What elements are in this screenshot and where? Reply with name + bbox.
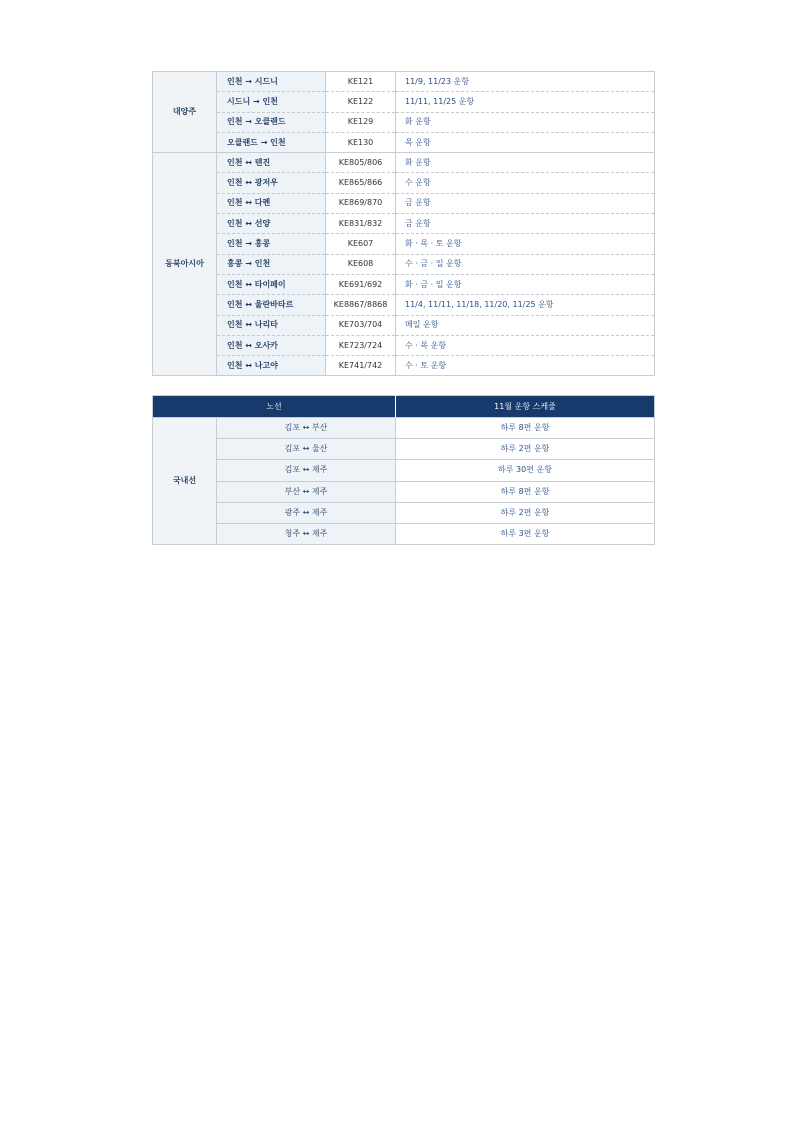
table-row	[153, 173, 655, 193]
table-row	[153, 356, 655, 376]
route-cell: 광주 ↔ 제주	[217, 502, 396, 523]
table-row	[153, 460, 655, 481]
schedule-cell: 하루 8편 운항	[396, 418, 655, 439]
route-cell: 인천 ↔ 광저우	[217, 173, 326, 193]
schedule-cell: 수 · 금 · 일 운항	[396, 254, 655, 274]
flight-number-cell: KE607	[326, 234, 396, 254]
table-row	[153, 132, 655, 152]
flight-number-cell: KE122	[326, 92, 396, 112]
route-cell: 김포 ↔ 부산	[217, 418, 396, 439]
route-cell: 시드니 → 인천	[217, 92, 326, 112]
flight-number-cell: KE121	[326, 72, 396, 92]
schedule-cell: 11/4, 11/11, 11/18, 11/20, 11/25 운항	[396, 295, 655, 315]
route-cell: 인천 ↔ 선양	[217, 214, 326, 234]
flight-number-cell: KE608	[326, 254, 396, 274]
route-cell: 인천 → 홍콩	[217, 234, 326, 254]
schedule-cell: 수 · 토 운항	[396, 356, 655, 376]
table-row	[153, 193, 655, 213]
schedule-cell: 화 · 목 · 토 운항	[396, 234, 655, 254]
route-cell: 인천 ↔ 텐진	[217, 153, 326, 173]
region-cell-northeast-asia: 동북아시아	[153, 153, 217, 376]
table-row	[153, 112, 655, 132]
schedule-cell: 화 운항	[396, 112, 655, 132]
table-row	[153, 502, 655, 523]
schedule-cell: 하루 30편 운항	[396, 460, 655, 481]
schedule-cell: 11/11, 11/25 운항	[396, 92, 655, 112]
route-cell: 인천 ↔ 나리타	[217, 315, 326, 335]
schedule-cell: 하루 8편 운항	[396, 481, 655, 502]
route-cell: 홍콩 → 인천	[217, 254, 326, 274]
domestic-schedule-table	[152, 395, 655, 545]
column-header-route: 노선	[153, 396, 396, 418]
route-cell: 인천 → 시드니	[217, 72, 326, 92]
route-cell: 인천 ↔ 타이페이	[217, 274, 326, 294]
route-cell: 김포 ↔ 제주	[217, 460, 396, 481]
schedule-cell: 하루 2편 운항	[396, 502, 655, 523]
flight-number-cell: KE8867/8868	[326, 295, 396, 315]
table-header-row	[153, 396, 655, 418]
schedule-cell: 하루 3편 운항	[396, 523, 655, 544]
region-cell-oceania: 대양주	[153, 72, 217, 153]
schedule-cell: 금 운항	[396, 193, 655, 213]
flight-number-cell: KE805/806	[326, 153, 396, 173]
route-cell: 청주 ↔ 제주	[217, 523, 396, 544]
table-row	[153, 153, 655, 173]
schedule-cell: 하루 2편 운항	[396, 439, 655, 460]
table-row	[153, 72, 655, 92]
flight-number-cell: KE130	[326, 132, 396, 152]
table-row	[153, 481, 655, 502]
table-row	[153, 335, 655, 355]
route-cell: 김포 ↔ 울산	[217, 439, 396, 460]
table-row	[153, 418, 655, 439]
flight-number-cell: KE865/866	[326, 173, 396, 193]
flight-number-cell: KE703/704	[326, 315, 396, 335]
table-row	[153, 315, 655, 335]
table-row	[153, 439, 655, 460]
flight-number-cell: KE723/724	[326, 335, 396, 355]
route-cell: 오클랜드 → 인천	[217, 132, 326, 152]
schedule-cell: 11/9, 11/23 운항	[396, 72, 655, 92]
route-cell: 인천 ↔ 울란바타르	[217, 295, 326, 315]
flight-number-cell: KE831/832	[326, 214, 396, 234]
international-schedule-table	[152, 71, 655, 376]
schedule-cell: 화 운항	[396, 153, 655, 173]
route-cell: 인천 ↔ 나고야	[217, 356, 326, 376]
schedule-cell: 매일 운항	[396, 315, 655, 335]
schedule-cell: 수 운항	[396, 173, 655, 193]
route-cell: 인천 → 오클랜드	[217, 112, 326, 132]
table-row	[153, 274, 655, 294]
schedule-cell: 목 운항	[396, 132, 655, 152]
region-cell-domestic: 국내선	[153, 418, 217, 545]
table-row	[153, 92, 655, 112]
schedule-cell: 수 · 목 운항	[396, 335, 655, 355]
table-row	[153, 254, 655, 274]
column-header-schedule: 11월 운항 스케줄	[396, 396, 655, 418]
table-row	[153, 234, 655, 254]
flight-number-cell: KE741/742	[326, 356, 396, 376]
table-row	[153, 214, 655, 234]
route-cell: 인천 ↔ 오사카	[217, 335, 326, 355]
route-cell: 인천 ↔ 다롄	[217, 193, 326, 213]
table-row	[153, 523, 655, 544]
flight-number-cell: KE691/692	[326, 274, 396, 294]
schedule-cell: 금 운항	[396, 214, 655, 234]
table-row	[153, 295, 655, 315]
flight-number-cell: KE129	[326, 112, 396, 132]
flight-number-cell: KE869/870	[326, 193, 396, 213]
route-cell: 부산 ↔ 제주	[217, 481, 396, 502]
schedule-cell: 화 · 금 · 일 운항	[396, 274, 655, 294]
